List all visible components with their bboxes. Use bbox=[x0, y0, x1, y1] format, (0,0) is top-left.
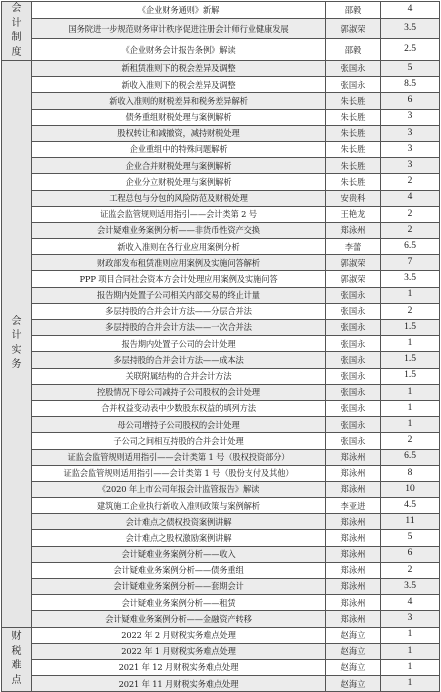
table-row bbox=[2, 109, 440, 125]
course-title: 报告期内处置子公司的会计处理 bbox=[32, 336, 326, 352]
course-count: 4.5 bbox=[381, 498, 440, 514]
table-row bbox=[2, 530, 440, 546]
table-row bbox=[2, 271, 440, 287]
course-title: 证监会监管规则适用指引——会计类第 1 号（股权投资部分） bbox=[32, 449, 326, 465]
course-author: 张国永 bbox=[326, 400, 381, 416]
table-row bbox=[2, 336, 440, 352]
course-author: 张国永 bbox=[326, 368, 381, 384]
course-count: 4 bbox=[381, 2, 440, 19]
category-cell bbox=[2, 61, 32, 628]
course-count: 2 bbox=[381, 303, 440, 319]
course-title: 股权转让和减撤资，减持财税处理 bbox=[32, 125, 326, 141]
course-author: 郑泳州 bbox=[326, 530, 381, 546]
course-author: 张国永 bbox=[326, 417, 381, 433]
course-title: 控股情况下母公司减持子公司股权的会计处理 bbox=[32, 384, 326, 400]
table-row bbox=[2, 676, 440, 692]
course-title: 《企业财务通则》新解 bbox=[32, 2, 326, 19]
course-author: 赵海立 bbox=[326, 627, 381, 643]
table-row bbox=[2, 368, 440, 384]
course-count: 1 bbox=[381, 659, 440, 675]
category-cell bbox=[2, 627, 32, 692]
course-count: 1.5 bbox=[381, 352, 440, 368]
course-title: PPP 项目合同社会资本方会计处理应用案例及实施问答 bbox=[32, 271, 326, 287]
course-author: 张国永 bbox=[326, 384, 381, 400]
table-row bbox=[2, 320, 440, 336]
table-row bbox=[2, 239, 440, 255]
course-count: 3.5 bbox=[381, 271, 440, 287]
course-author: 郑泳州 bbox=[326, 514, 381, 530]
course-count: 8 bbox=[381, 465, 440, 481]
category-label: 会计实务 bbox=[11, 315, 22, 371]
course-author: 张国永 bbox=[326, 352, 381, 368]
course-count: 10 bbox=[381, 481, 440, 497]
course-count: 1 bbox=[381, 643, 440, 659]
course-count: 2 bbox=[381, 433, 440, 449]
table-row bbox=[2, 77, 440, 93]
course-count: 6 bbox=[381, 93, 440, 109]
course-author: 郑泳州 bbox=[326, 465, 381, 481]
course-author: 朱长胜 bbox=[326, 158, 381, 174]
table-row bbox=[2, 611, 440, 627]
course-author: 李亚进 bbox=[326, 498, 381, 514]
course-count: 3 bbox=[381, 141, 440, 157]
course-title: 会计疑难业务案例分析——债务重组 bbox=[32, 562, 326, 578]
category-cell bbox=[2, 2, 32, 61]
course-title: 会计疑难业务案例分析——收入 bbox=[32, 546, 326, 562]
course-title: 会计疑难业务案例分析——金融资产转移 bbox=[32, 611, 326, 627]
course-count: 3 bbox=[381, 125, 440, 141]
course-title: 新收入准则的财税差异和税务差异解析 bbox=[32, 93, 326, 109]
table-row bbox=[2, 627, 440, 643]
table-row bbox=[2, 562, 440, 578]
course-title: 证监会监管规则适用指引——会计类第 2 号 bbox=[32, 206, 326, 222]
course-title: 会计疑难业务案例分析——非货币性资产交换 bbox=[32, 222, 326, 238]
course-author: 王艳龙 bbox=[326, 206, 381, 222]
table-row bbox=[2, 2, 440, 19]
course-count: 1.5 bbox=[381, 320, 440, 336]
course-title: 多层持股的合并会计方法——成本法 bbox=[32, 352, 326, 368]
course-count: 1 bbox=[381, 676, 440, 692]
course-title: 国务院进一步规范财务审计秩序促进注册会计师行业健康发展 bbox=[32, 19, 326, 39]
course-author: 张国永 bbox=[326, 336, 381, 352]
course-count: 2 bbox=[381, 206, 440, 222]
table-row bbox=[2, 190, 440, 206]
table-row bbox=[2, 141, 440, 157]
course-title: 企业分立财税处理与案例解析 bbox=[32, 174, 326, 190]
table-row bbox=[2, 125, 440, 141]
course-author: 赵海立 bbox=[326, 643, 381, 659]
course-author: 张国永 bbox=[326, 303, 381, 319]
course-author: 郭淑荣 bbox=[326, 255, 381, 271]
course-author: 郭淑荣 bbox=[326, 19, 381, 39]
course-author: 朱长胜 bbox=[326, 141, 381, 157]
table-row bbox=[2, 417, 440, 433]
table-row bbox=[2, 174, 440, 190]
course-count: 5 bbox=[381, 530, 440, 546]
table-row bbox=[2, 158, 440, 174]
table-row bbox=[2, 352, 440, 368]
course-count: 11 bbox=[381, 514, 440, 530]
course-title: 报告期内处置子公司相关内部交易的终止计量 bbox=[32, 287, 326, 303]
table-row bbox=[2, 255, 440, 271]
course-count: 5 bbox=[381, 61, 440, 77]
table-row bbox=[2, 643, 440, 659]
course-count: 2 bbox=[381, 174, 440, 190]
course-author: 郑泳州 bbox=[326, 481, 381, 497]
table-row bbox=[2, 303, 440, 319]
course-author: 朱长胜 bbox=[326, 125, 381, 141]
course-author: 朱长胜 bbox=[326, 174, 381, 190]
table-row bbox=[2, 206, 440, 222]
course-title: 会计疑难业务案例分析——套期会计 bbox=[32, 579, 326, 595]
category-label: 财税难点 bbox=[11, 631, 22, 686]
course-author: 朱长胜 bbox=[326, 93, 381, 109]
course-author: 张国永 bbox=[326, 61, 381, 77]
course-count: 1 bbox=[381, 336, 440, 352]
course-author: 郑泳州 bbox=[326, 222, 381, 238]
course-title: 会计难点之债权投资案例讲解 bbox=[32, 514, 326, 530]
course-author: 张国永 bbox=[326, 433, 381, 449]
course-title: 2021 年 12 月财税实务难点处理 bbox=[32, 659, 326, 675]
course-count: 8.5 bbox=[381, 77, 440, 93]
course-author: 邵毅 bbox=[326, 2, 381, 19]
course-title: 会计疑难业务案例分析——租赁 bbox=[32, 595, 326, 611]
course-title: 工程总包与分包的风险防范及财税处理 bbox=[32, 190, 326, 206]
course-count: 1 bbox=[381, 627, 440, 643]
course-title: 多层持股的合并会计方法——一次合并法 bbox=[32, 320, 326, 336]
course-count: 3.5 bbox=[381, 19, 440, 39]
course-title: 多层持股的合并会计方法——分层合并法 bbox=[32, 303, 326, 319]
course-title: 企业合并财税处理与案例解析 bbox=[32, 158, 326, 174]
table-row bbox=[2, 287, 440, 303]
course-count: 1 bbox=[381, 384, 440, 400]
table-row bbox=[2, 514, 440, 530]
course-title: 子公司之间相互持股的合并会计处理 bbox=[32, 433, 326, 449]
table-row bbox=[2, 465, 440, 481]
course-count: 7 bbox=[381, 255, 440, 271]
course-author: 郑泳州 bbox=[326, 546, 381, 562]
table-row bbox=[2, 498, 440, 514]
course-title: 《2020 年上市公司年报会计监管报告》解读 bbox=[32, 481, 326, 497]
course-title: 证监会监管规则适用指引——会计类第 1 号（股份支付及其他） bbox=[32, 465, 326, 481]
course-title: 合并权益变动表中少数股东权益的填列方法 bbox=[32, 400, 326, 416]
course-count: 3 bbox=[381, 158, 440, 174]
course-count: 4 bbox=[381, 190, 440, 206]
table-row bbox=[2, 384, 440, 400]
course-author: 郑泳州 bbox=[326, 562, 381, 578]
table-row bbox=[2, 222, 440, 238]
course-author: 郑泳州 bbox=[326, 579, 381, 595]
course-title: 企业重组中的特殊问题解析 bbox=[32, 141, 326, 157]
table-row bbox=[2, 546, 440, 562]
table-row bbox=[2, 19, 440, 39]
course-count: 2 bbox=[381, 562, 440, 578]
table-row bbox=[2, 39, 440, 61]
course-author: 郑泳州 bbox=[326, 449, 381, 465]
course-count: 1 bbox=[381, 287, 440, 303]
table-row bbox=[2, 579, 440, 595]
course-count: 6.5 bbox=[381, 449, 440, 465]
course-author: 赵海立 bbox=[326, 676, 381, 692]
course-title: 新租赁准则下的税会差异及调整 bbox=[32, 61, 326, 77]
course-title: 债务重组财税处理与案例解析 bbox=[32, 109, 326, 125]
course-title: 新收入准则下的税会差异及调整 bbox=[32, 77, 326, 93]
course-author: 郑泳州 bbox=[326, 595, 381, 611]
course-title: 建筑施工企业执行新收入准则政策与案例解析 bbox=[32, 498, 326, 514]
course-count: 2 bbox=[381, 222, 440, 238]
course-author: 李蕾 bbox=[326, 239, 381, 255]
course-title: 会计难点之股权激励案例讲解 bbox=[32, 530, 326, 546]
course-title: 财政部发布租赁准则应用案例及实施问答解析 bbox=[32, 255, 326, 271]
course-author: 张国永 bbox=[326, 77, 381, 93]
course-title: 母公司增持子公司股权的会计处理 bbox=[32, 417, 326, 433]
course-author: 郭淑荣 bbox=[326, 271, 381, 287]
course-author: 张国永 bbox=[326, 320, 381, 336]
table-row bbox=[2, 61, 440, 77]
course-count: 1.5 bbox=[381, 368, 440, 384]
course-table-body bbox=[2, 2, 440, 692]
course-count: 3.5 bbox=[381, 579, 440, 595]
course-count: 3 bbox=[381, 611, 440, 627]
course-count: 3 bbox=[381, 109, 440, 125]
course-author: 张国永 bbox=[326, 287, 381, 303]
course-title: 新收入准则在各行业应用案例分析 bbox=[32, 239, 326, 255]
course-author: 赵海立 bbox=[326, 659, 381, 675]
course-count: 4 bbox=[381, 595, 440, 611]
course-title: 2021 年 11 月财税实务难点处理 bbox=[32, 676, 326, 692]
course-count: 1 bbox=[381, 417, 440, 433]
table-row bbox=[2, 400, 440, 416]
course-count: 6 bbox=[381, 546, 440, 562]
course-title: 2022 年 1 月财税实务难点处理 bbox=[32, 643, 326, 659]
table-row bbox=[2, 433, 440, 449]
course-title: 2022 年 2 月财税实务难点处理 bbox=[32, 627, 326, 643]
table-row bbox=[2, 659, 440, 675]
course-title: 《企业财务会计报告条例》解读 bbox=[32, 39, 326, 61]
course-author: 安贵科 bbox=[326, 190, 381, 206]
table-row bbox=[2, 595, 440, 611]
course-count: 1 bbox=[381, 400, 440, 416]
course-count: 6.5 bbox=[381, 239, 440, 255]
course-table bbox=[1, 1, 440, 692]
category-label: 会计制度 bbox=[11, 3, 22, 58]
course-title: 关联附属结构的合并会计方法 bbox=[32, 368, 326, 384]
course-author: 邵毅 bbox=[326, 39, 381, 61]
course-author: 郑泳州 bbox=[326, 611, 381, 627]
table-row bbox=[2, 93, 440, 109]
table-row bbox=[2, 481, 440, 497]
course-count: 2.5 bbox=[381, 39, 440, 61]
table-row bbox=[2, 449, 440, 465]
course-author: 朱长胜 bbox=[326, 109, 381, 125]
